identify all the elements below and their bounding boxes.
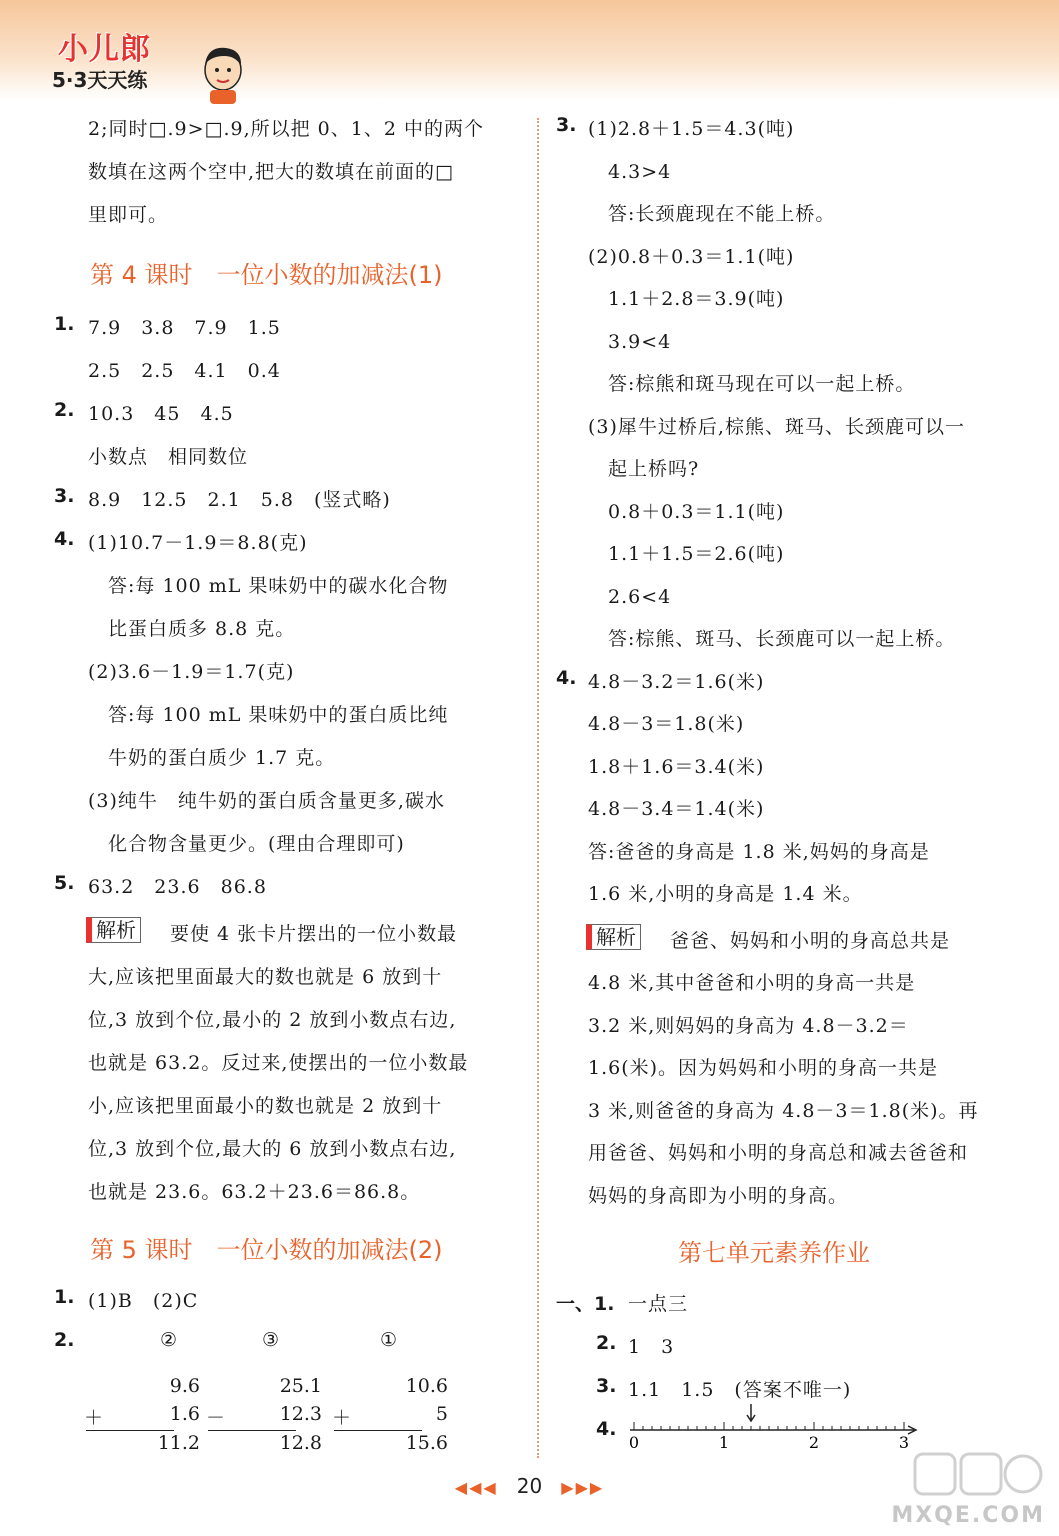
item-number: 3.	[556, 114, 577, 136]
answer-line: 一点三	[628, 1293, 689, 1315]
item-number: 2.	[596, 1332, 617, 1354]
analysis-line: 大,应该把里面最大的数也就是 6 放到十	[88, 966, 443, 988]
item-number: 2.	[54, 1329, 75, 1351]
item-number: 2.	[54, 399, 75, 421]
page-number: 20	[516, 1474, 543, 1498]
analysis-line: 1.6(米)。因为妈妈和小明的身高一共是	[588, 1057, 939, 1079]
analysis-line: 也就是 23.6。63.2＋23.6＝86.8。	[88, 1181, 421, 1203]
section-title-unit-7: 第七单元素养作业	[678, 1239, 870, 1267]
addend-bottom: 1.6	[169, 1403, 200, 1425]
answer-line: 1 3	[628, 1336, 675, 1358]
answer-line: 4.8－3.2＝1.6(米)	[588, 670, 765, 693]
answer-line: 答:棕熊、斑马、长颈鹿可以一起上桥。	[588, 628, 956, 650]
answer-line: 1.1 1.5 (答案不唯一)	[628, 1379, 852, 1401]
item-number: 4.	[596, 1418, 617, 1440]
addend-top: 9.6	[169, 1375, 200, 1397]
addend-top: 10.6	[405, 1375, 448, 1397]
answer-line: 7.9 3.8 7.9 1.5	[88, 317, 281, 339]
prev-arrows-icon: ◀◀◀	[454, 1478, 498, 1497]
number-line-label: 0	[628, 1433, 640, 1452]
answer-line: (2)3.6－1.9＝1.7(克)	[88, 661, 295, 683]
answer-line: (3)犀牛过桥后,棕熊、斑马、长颈鹿可以一	[588, 415, 965, 438]
operator: ＋	[84, 1407, 104, 1429]
answer-line: (1)10.7－1.9＝8.8(克)	[88, 532, 308, 554]
logo	[48, 22, 208, 94]
item-number: 3.	[596, 1375, 617, 1397]
analysis-line: 3 米,则爸爸的身高为 4.8－3＝1.8(米)。再	[588, 1099, 979, 1122]
analysis-line: 位,3 放到个位,最大的 6 放到小数点右边,	[88, 1138, 457, 1160]
answer-line: 1.8＋1.6＝3.4(米)	[588, 755, 765, 778]
section-title-lesson-5: 第 5 课时 一位小数的加减法(2)	[90, 1236, 443, 1264]
answer-line: 答:棕熊和斑马现在可以一起上桥。	[588, 373, 916, 395]
analysis-line: 位,3 放到个位,最小的 2 放到小数点右边,	[88, 1009, 457, 1031]
analysis-label: 解析	[586, 924, 641, 950]
watermark-text: MXQE.COM	[891, 1503, 1045, 1528]
next-arrows-icon: ▶▶▶	[561, 1478, 605, 1497]
answer-line: 1.1＋2.8＝3.9(吨)	[588, 288, 785, 310]
analysis-line: 用爸爸、妈妈和小明的身高总和减去爸爸和	[588, 1142, 969, 1164]
item-number: 一、1.	[556, 1293, 615, 1315]
watermark	[891, 1448, 1045, 1528]
column-divider	[537, 118, 539, 1458]
answer-line: 4.3>4	[588, 160, 672, 183]
answer-line: 1.1＋1.5＝2.6(吨)	[588, 543, 785, 565]
analysis-line: 也就是 63.2。反过来,使摆出的一位小数最	[88, 1052, 469, 1074]
analysis-line: 3.2 米,则妈妈的身高为 4.8－3.2＝	[588, 1014, 909, 1037]
item-number: 3.	[54, 485, 75, 507]
answer-line: 10.3 45 4.5	[88, 403, 234, 425]
analysis-line: 4.8 米,其中爸爸和小明的身高一共是	[588, 972, 916, 994]
addend-bottom: 12.3	[279, 1403, 322, 1425]
analysis-line: 小,应该把里面最小的数也就是 2 放到十	[88, 1095, 443, 1117]
item-number: 4.	[54, 528, 75, 550]
answer-line: 牛奶的蛋白质少 1.7 克。	[88, 747, 336, 769]
answer-line: 答:长颈鹿现在不能上桥。	[588, 203, 836, 225]
intro-line: 2;同时□.9>□.9,所以把 0、1、2 中的两个	[88, 118, 484, 140]
intro-line: 数填在这两个空中,把大的数填在前面的□	[88, 161, 454, 183]
answer-line: 起上桥吗?	[588, 458, 700, 480]
answer-line: (1)2.8＋1.5＝4.3(吨)	[588, 118, 795, 140]
answer-line: 化合物含量更少。(理由合理即可)	[88, 833, 405, 855]
answer-line: 4.8－3.4＝1.4(米)	[588, 798, 765, 820]
answer-line: 63.2 23.6 86.8	[88, 876, 267, 898]
number-line-label: 3	[898, 1433, 910, 1452]
circled-number: ②	[160, 1329, 179, 1351]
mascot-icon	[198, 42, 248, 106]
analysis-line: 爸爸、妈妈和小明的身高总共是	[650, 929, 951, 952]
logo-subtitle: 5·3天天练	[52, 68, 148, 92]
sum-rule	[86, 1430, 174, 1431]
answer-line: 3.9<4	[588, 330, 672, 353]
item-number: 1.	[54, 313, 75, 335]
answer-line: 2.6<4	[588, 585, 672, 608]
circled-number: ①	[380, 1329, 399, 1351]
number-line	[620, 1402, 920, 1452]
operator: ＋	[332, 1407, 352, 1429]
result: 11.2	[157, 1432, 200, 1454]
result: 15.6	[405, 1432, 448, 1454]
item-number: 4.	[556, 666, 577, 689]
logo-title: 小儿郎	[58, 32, 151, 67]
answer-line: (3)纯牛 纯牛奶的蛋白质含量更多,碳水	[88, 790, 445, 812]
circled-number: ③	[262, 1329, 281, 1351]
answer-line: 答:每 100 mL 果味奶中的蛋白质比纯	[88, 704, 449, 726]
analysis-line: 要使 4 张卡片摆出的一位小数最	[150, 923, 458, 945]
answer-line: (2)0.8＋0.3＝1.1(吨)	[588, 245, 795, 268]
answer-line: 答:爸爸的身高是 1.8 米,妈妈的身高是	[588, 840, 930, 863]
answer-line: 0.8＋0.3＝1.1(吨)	[588, 500, 785, 523]
result: 12.8	[279, 1432, 322, 1454]
analysis-line: 妈妈的身高即为小明的身高。	[588, 1184, 849, 1207]
analysis-label: 解析	[86, 917, 141, 943]
watermark-seal-icon	[895, 1448, 1045, 1504]
intro-line: 里即可。	[88, 204, 169, 226]
answer-line: 4.8－3＝1.8(米)	[588, 713, 745, 735]
addend-top: 25.1	[279, 1375, 322, 1397]
item-number: 5.	[54, 872, 75, 894]
sum-rule	[334, 1430, 422, 1431]
answer-line: 答:每 100 mL 果味奶中的碳水化合物	[88, 575, 449, 597]
addend-bottom: 5	[435, 1403, 448, 1425]
answer-line: 1.6 米,小明的身高是 1.4 米。	[588, 883, 863, 905]
answer-line: 8.9 12.5 2.1 5.8 (竖式略)	[88, 489, 391, 511]
sum-rule	[208, 1430, 296, 1431]
answer-line: 2.5 2.5 4.1 0.4	[88, 360, 281, 382]
section-title-lesson-4: 第 4 课时 一位小数的加减法(1)	[90, 261, 443, 289]
answer-line: 小数点 相同数位	[88, 446, 249, 468]
operator: －	[206, 1407, 226, 1429]
answer-line: (1)B (2)C	[88, 1290, 199, 1312]
number-line-label: 1	[718, 1433, 730, 1452]
number-line-label: 2	[808, 1433, 820, 1452]
answer-line: 比蛋白质多 8.8 克。	[88, 618, 296, 640]
item-number: 1.	[54, 1286, 75, 1308]
point-marker-arrow-icon	[747, 1404, 755, 1421]
